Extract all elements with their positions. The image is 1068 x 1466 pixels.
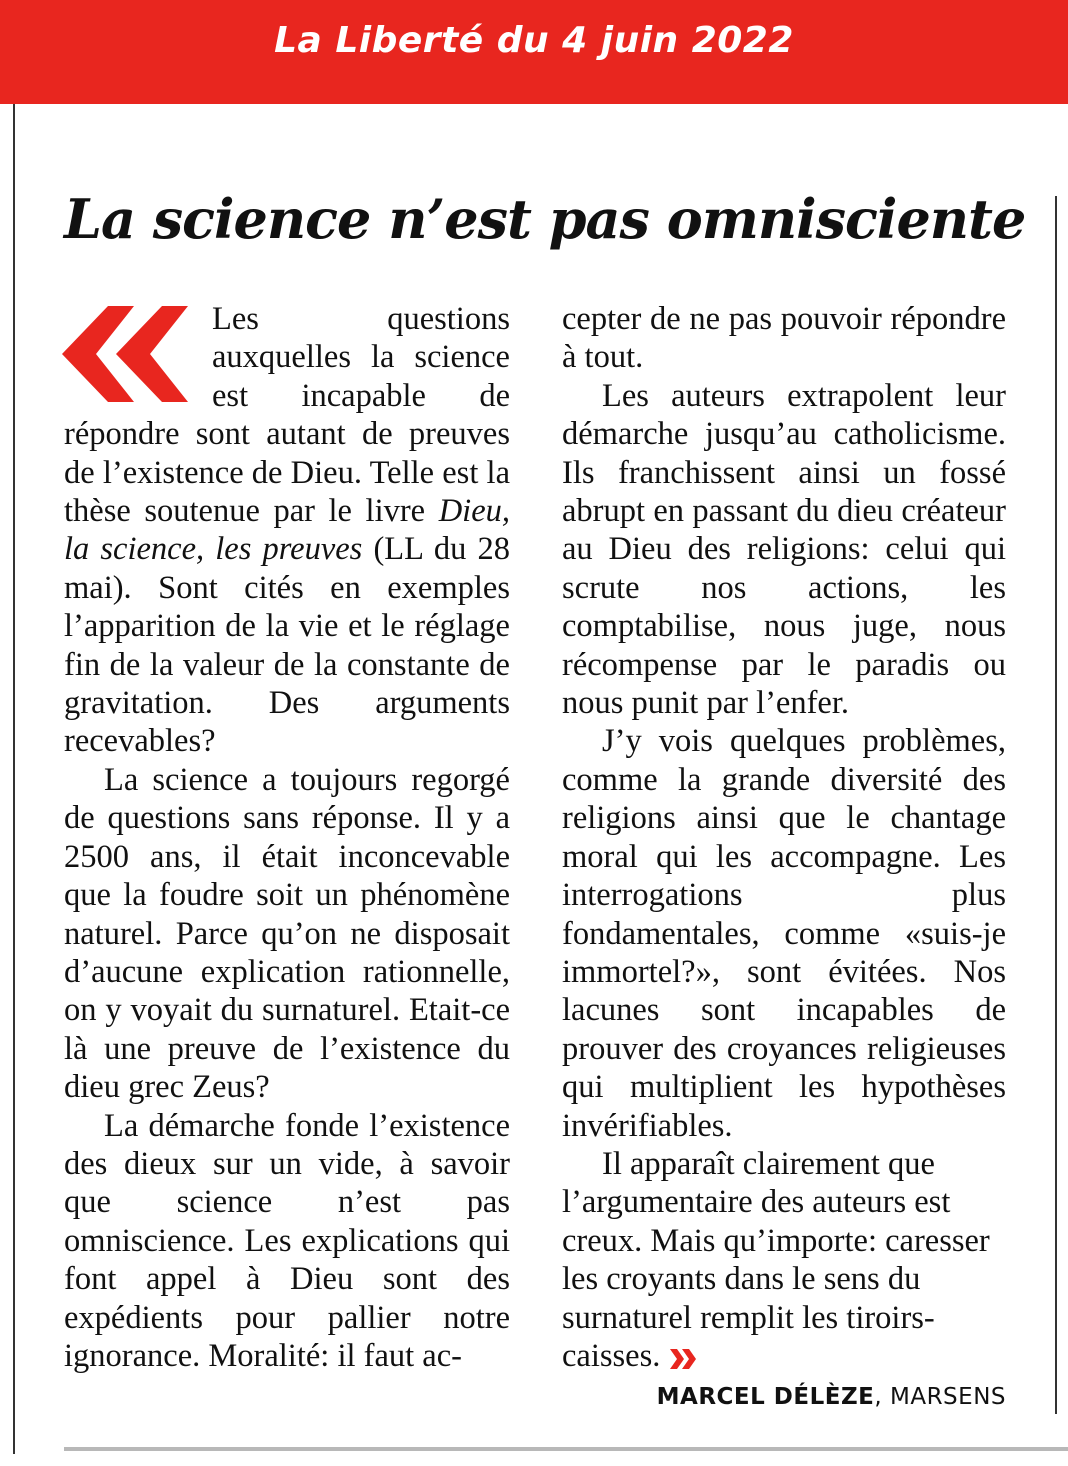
bottom-rule [64, 1447, 1068, 1451]
article-left-column [64, 300, 510, 1420]
author-signature: MARCEL DÉLÈZE, MARSENS [656, 1384, 1006, 1410]
paragraph-2: La science a toujours regorgé de questions sans réponse. Il y a 2500 ans, il était inconcevable que la foudre soit un phénomène naturel. Parce qu’on ne disposait d’aucune explication rationnelle, on y voyait du surnaturel. Etait-ce là une preuve de l’existence du dieu grec Zeus? [64, 761, 510, 1106]
paragraph-3: La démarche fonde l’existence des dieux sur un vide, à savoir que science n’est pas omniscience. Les explications qui font appel à Dieu sont des expédients pour pallier notre ignorance. Moralité: il faut ac- [64, 1107, 510, 1374]
book-title: Dieu, la science, les preuves [64, 493, 510, 568]
paragraph-4: Les auteurs extrapolent leur démarche jusqu’au catholicisme. Ils franchissent ainsi un fossé abrupt en passant du dieu créateur au Dieu des religions: celui qui scrute nos actions, les comptabilise, nous juge, nous récompense par le paradis ou nous punit par l’enfer. [562, 377, 1006, 722]
paragraph-6: Il apparaît clairement que l’argumentaire des auteurs est creux. Mais qu’importe: caresser les croyants dans le sens du surnaturel remplit les tiroirs-caisses. [562, 1145, 990, 1374]
banner-title: La Liberté du 4 juin 2022 [274, 20, 794, 61]
author-name: MARCEL DÉLÈZE [656, 1384, 875, 1410]
paragraph-3-continued: cepter de ne pas pouvoir répondre à tout. [562, 301, 1006, 376]
left-column-rule [13, 104, 15, 1454]
right-guillemet-icon [670, 1349, 698, 1369]
paragraph-5: J’y vois quelques problèmes, comme la grande diversité des religions ainsi que le chantage moral qui les accompagne. Les interrogations plus fondamentales, comme «suis-je immortel?», sont évitées. Nos lacunes sont incapables de prouver des croyances religieuses qui multiplient les hypothèses invérifiables. [562, 723, 1006, 1144]
author-place: MARSENS [890, 1384, 1006, 1410]
article-headline: La science n’est pas omnisciente [64, 187, 1026, 251]
article-right-column [562, 300, 1006, 1420]
right-column-rule [1055, 196, 1057, 1414]
paragraph-1: Les questions auxquelles la science est incapable de répondre sont autant de preuves de l’existence de Dieu. Telle est la thèse soutenue par le livre Dieu, la science, les preuves (LL du 28 mai). Sont cités en exemples l’apparition de la vie et le réglage fin de la valeur de la constante de gravitation. Des arguments recevables? [64, 301, 511, 760]
header-banner [0, 0, 1068, 104]
